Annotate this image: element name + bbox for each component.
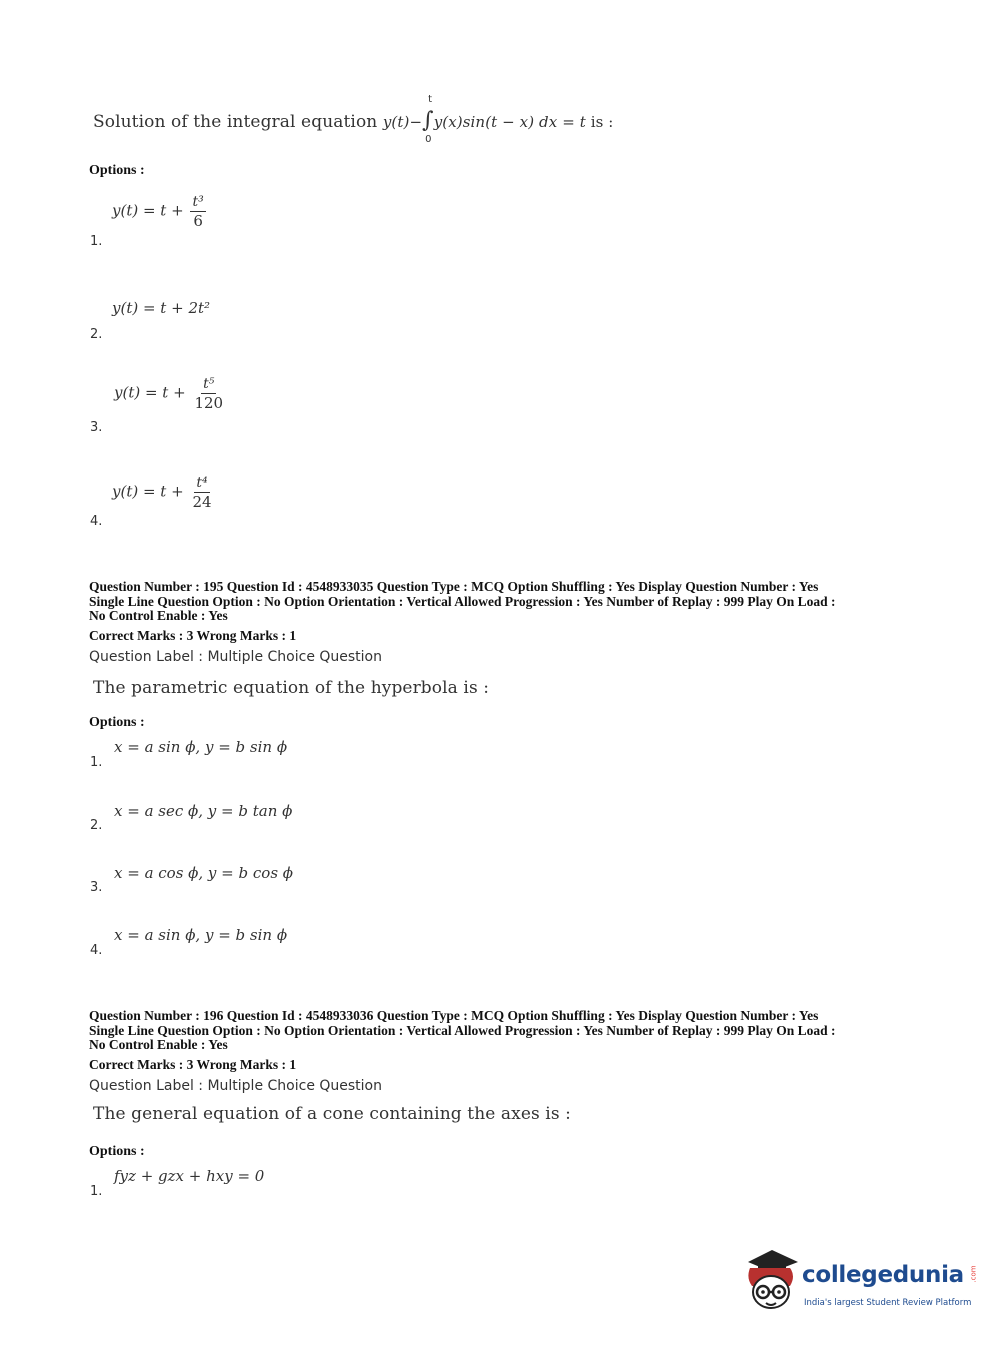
q196-meta-line-2: Single Line Question Option : No Option Orientation : Vertical Allowed Progression : Yes Number of Replay : 999 Play On Load : xyxy=(89,1022,836,1038)
q194-option-3-fraction xyxy=(192,375,225,412)
q195-option-3[interactable]: x = a cos ϕ, y = b cos ϕ xyxy=(114,864,294,882)
q194-question xyxy=(93,94,614,145)
collegedunia-logo[interactable] xyxy=(742,1248,978,1318)
mascot-icon xyxy=(742,1248,800,1314)
q194-option-4-fraction xyxy=(190,474,213,511)
integral-sign-icon: ∫ t 0 xyxy=(422,94,434,145)
q194-option-1-lhs: y(t) = t + xyxy=(112,201,184,220)
q195-option-4-number: 4. xyxy=(90,943,103,958)
q194-option-4[interactable] xyxy=(112,474,214,511)
q194-option-2-number: 2. xyxy=(90,327,103,342)
q194-option-3[interactable] xyxy=(114,375,225,412)
q194-option-1-numerator: t³ xyxy=(192,194,204,210)
q194-options-label: Options : xyxy=(89,163,145,178)
q196-meta xyxy=(89,1009,969,1053)
q195-marks: Correct Marks : 3 Wrong Marks : 1 xyxy=(89,628,297,643)
q196-question: The general equation of a cone containing the axes is : xyxy=(93,1104,572,1124)
q194-option-3-numerator: t⁵ xyxy=(203,376,215,392)
q195-option-4[interactable]: x = a sin ϕ, y = b sin ϕ xyxy=(114,926,288,944)
q195-options-label: Options : xyxy=(89,715,145,730)
q194-text-suffix: is : xyxy=(590,113,614,131)
q194-option-4-lhs: y(t) = t + xyxy=(112,482,184,501)
q194-equation xyxy=(382,94,591,145)
q195-option-3-number: 3. xyxy=(90,880,103,895)
q195-option-1-number: 1. xyxy=(90,755,103,770)
q194-integrand: y(x)sin(t − x) dx = t xyxy=(433,113,586,131)
q195-option-2[interactable]: x = a sec ϕ, y = b tan ϕ xyxy=(114,802,293,820)
q194-eq-minus: − xyxy=(409,113,423,131)
q194-option-4-numerator: t⁴ xyxy=(196,475,208,491)
q196-option-1-number: 1. xyxy=(90,1184,103,1199)
q196-meta-line-1: Question Number : 196 Question Id : 4548933036 Question Type : MCQ Option Shuffling : Yes Display Question Number : Yes xyxy=(89,1008,819,1023)
q194-option-1-number: 1. xyxy=(90,234,103,249)
q196-meta-line-3: No Control Enable : Yes xyxy=(89,1037,228,1052)
q196-marks: Correct Marks : 3 Wrong Marks : 1 xyxy=(89,1057,297,1072)
logo-tagline: India's largest Student Review Platform xyxy=(804,1298,972,1308)
q196-options-label: Options : xyxy=(89,1144,145,1159)
q194-option-4-number: 4. xyxy=(90,514,103,529)
q195-meta-line-2: Single Line Question Option : No Option Orientation : Vertical Allowed Progression : Yes Number of Replay : 999 Play On Load : xyxy=(89,593,836,609)
q194-option-1[interactable] xyxy=(112,193,206,230)
q194-eq-lhs: y(t) xyxy=(382,113,410,131)
q195-meta xyxy=(89,580,969,624)
q195-meta-line-3: No Control Enable : Yes xyxy=(89,608,228,623)
q194-integral-lower: 0 xyxy=(425,134,432,145)
q194-option-4-denominator: 24 xyxy=(192,493,212,511)
q194-option-3-number: 3. xyxy=(90,420,103,435)
q194-option-2-expr: y(t) = t + 2t² xyxy=(112,299,211,317)
q196-question-label: Question Label : Multiple Choice Question xyxy=(89,1078,382,1094)
q195-question: The parametric equation of the hyperbola is : xyxy=(93,678,490,698)
q194-text-prefix: Solution of the integral equation xyxy=(93,112,378,132)
q195-meta-line-1: Question Number : 195 Question Id : 4548933035 Question Type : MCQ Option Shuffling : Yes Display Question Number : Yes xyxy=(89,579,819,594)
logo-suffix: .com xyxy=(969,1265,978,1283)
q195-question-label: Question Label : Multiple Choice Question xyxy=(89,649,382,665)
logo-name: collegedunia xyxy=(802,1262,964,1288)
logo-wordmark xyxy=(802,1262,986,1288)
q194-integral-upper: t xyxy=(428,94,433,105)
q194-option-2[interactable] xyxy=(112,299,210,317)
q194-option-3-lhs: y(t) = t + xyxy=(114,383,186,402)
q196-option-1[interactable]: fyz + gzx + hxy = 0 xyxy=(114,1167,265,1185)
q194-option-1-denominator: 6 xyxy=(193,212,203,230)
q195-option-1[interactable]: x = a sin ϕ, y = b sin ϕ xyxy=(114,738,288,756)
q195-option-2-number: 2. xyxy=(90,818,103,833)
q194-option-3-denominator: 120 xyxy=(194,394,224,412)
q194-option-1-fraction xyxy=(190,193,205,230)
